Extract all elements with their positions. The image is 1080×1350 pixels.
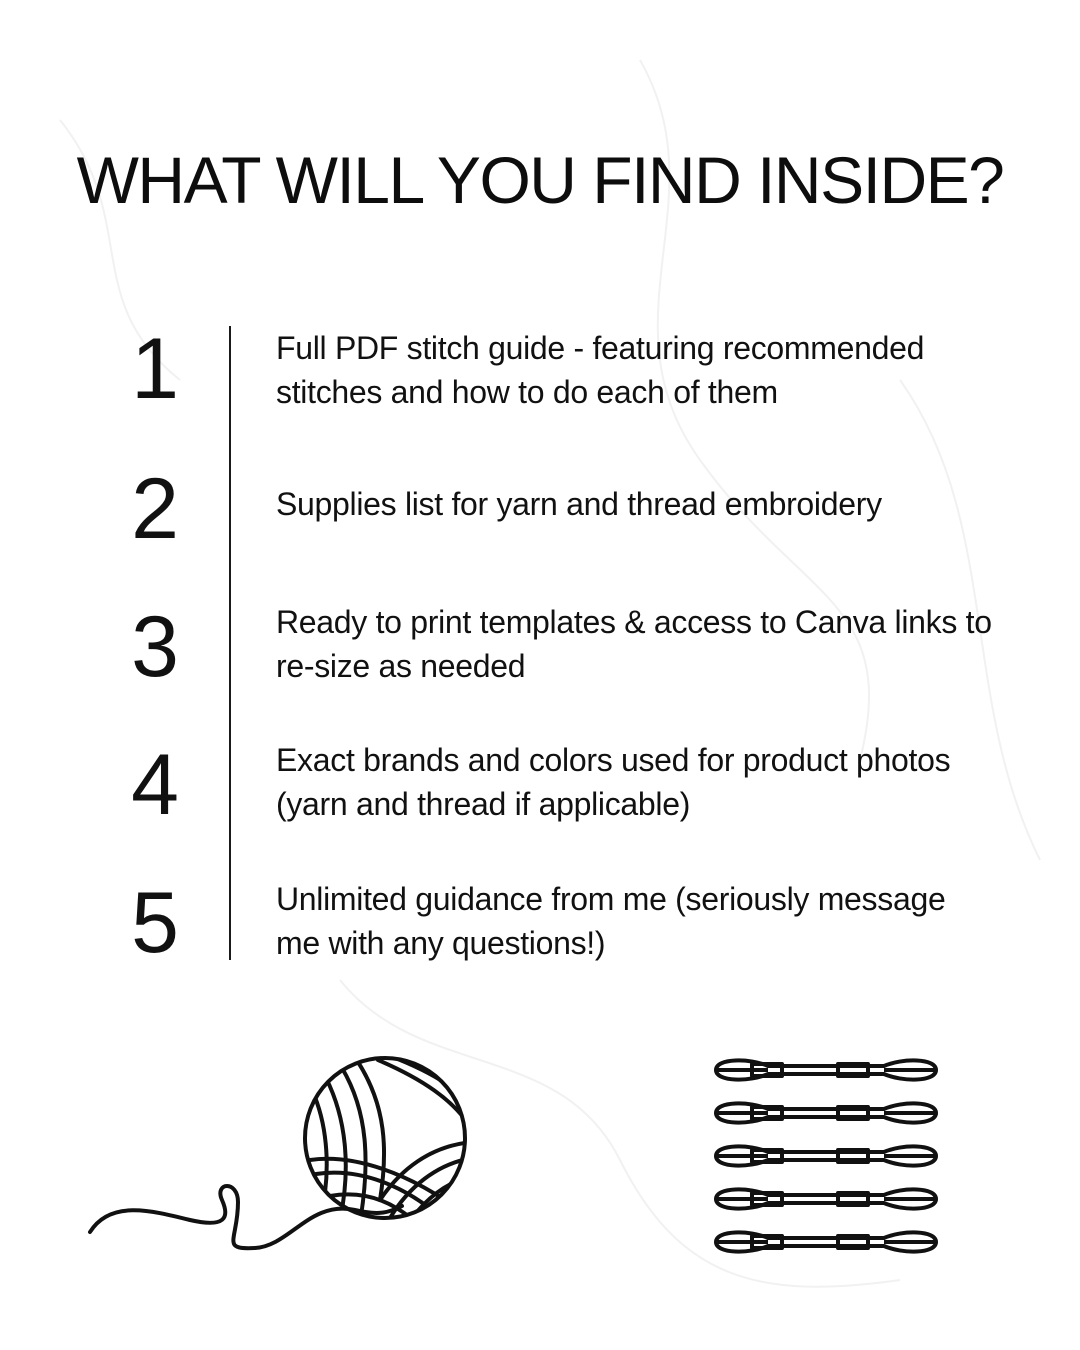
item-text: Supplies list for yarn and thread embroidery [276,486,882,522]
item-text: Exact brands and colors used for product photos (yarn and thread if applicable) [276,742,951,822]
item-number: 5 [131,875,179,971]
item-text: Unlimited guidance from me (seriously message me with any questions!) [276,881,946,961]
embroidery-floss-skeins-icon [706,1048,946,1262]
page-title: WHAT WILL YOU FIND INSIDE? [76,143,1004,217]
yarn-ball-icon [80,1050,480,1260]
item-number: 2 [131,461,179,557]
item-number: 3 [131,599,179,695]
item-number: 4 [131,737,179,833]
vertical-divider [229,326,231,960]
item-number: 1 [131,321,179,417]
item-text: Ready to print templates & access to Canva links to re-size as needed [276,604,992,684]
item-text: Full PDF stitch guide - featuring recommended stitches and how to do each of them [276,330,925,410]
